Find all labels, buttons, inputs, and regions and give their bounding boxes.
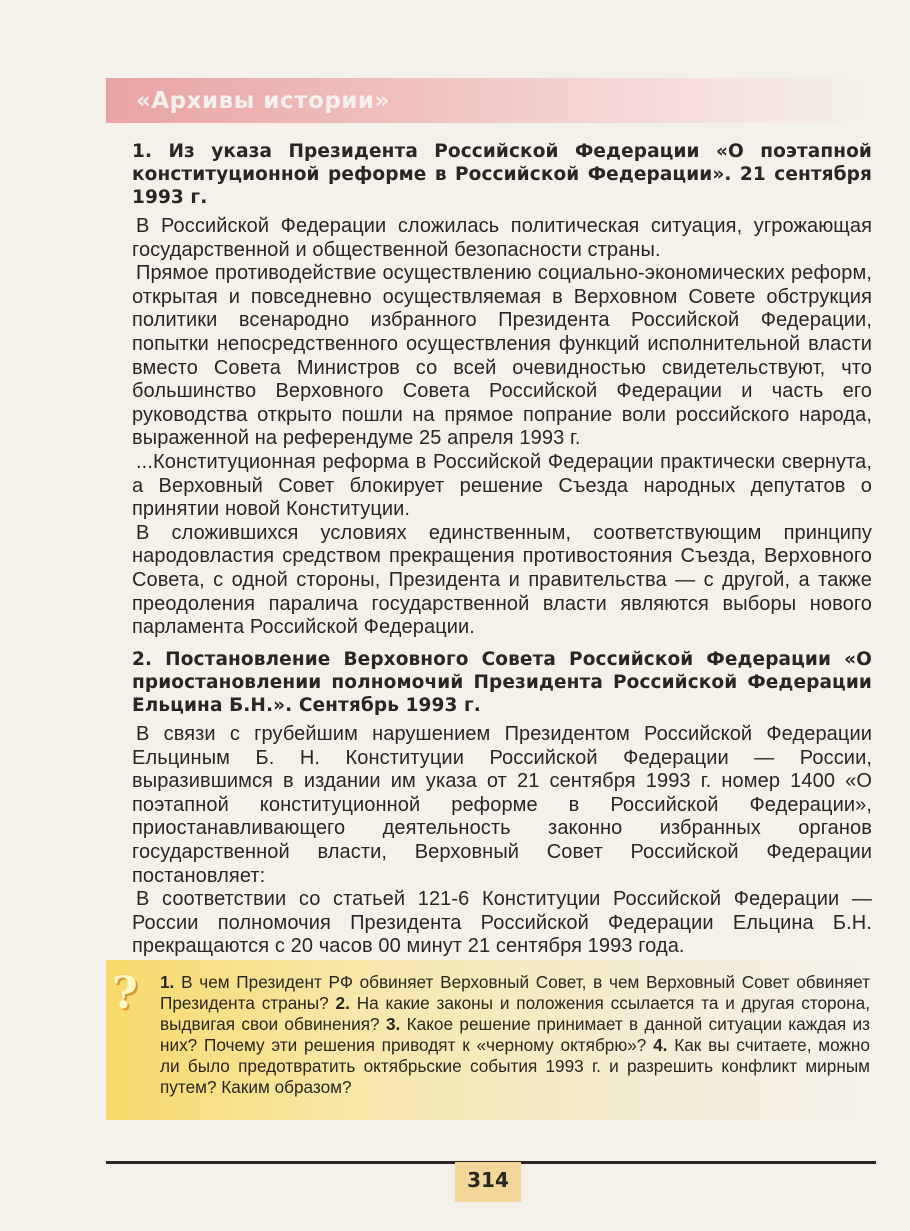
section-banner bbox=[106, 78, 870, 123]
questions-box bbox=[106, 960, 872, 1120]
question-4-text: Как вы считаете, можно ли было предотвратить октябрьские события 1993 г. и разрешить конфликт мирным путем? Каким образом? bbox=[160, 1035, 870, 1097]
page-number: 314 bbox=[467, 1168, 509, 1192]
document-1-paragraph-2: Прямое противодействие осуществлению социально-экономических реформ, открытая и повседневно осуществляемая в Верховном Совете обструкция политики всенародно избранного Президента Российской Федерации, попытки непосредственного осуществления функций исполнительной власти вместо Совета Министров со всей очевидностью свидетельствуют, что большинство Верховного Совета Российской Федерации и часть его руководства открыто пошли на прямое попрание воли российского народа, выраженной на референдуме 25 апреля 1993 г. bbox=[132, 262, 872, 450]
question-1-number: 1. bbox=[160, 972, 175, 992]
section-title: «Архивы истории» bbox=[136, 88, 390, 114]
question-mark-icon: ? bbox=[112, 968, 138, 1019]
document-2-paragraph-1: В связи с грубейшим нарушением Президентом Российской Федерации Ельциным Б. Н. Конституции Российской Федерации — России, выразившимся в издании им указа от 21 сентября 1993 г. номер 1400 «О поэтапной конституционной реформе в Российской Федерации», приостанавливающего деятельность законно избранных органов государственной власти, Верховный Совет Российской Федерации постановляет: bbox=[132, 723, 872, 887]
document-1-paragraph-1: В Российской Федерации сложилась политическая ситуация, угрожающая государственной и общественной безопасности страны. bbox=[132, 215, 872, 261]
question-4-number: 4. bbox=[653, 1035, 668, 1055]
page-number-box bbox=[455, 1162, 521, 1202]
question-1-text: В чем Президент РФ обвиняет Верховный Совет, в чем Верховный Совет обвиняет Президента страны? bbox=[160, 972, 870, 1013]
question-3-text: Какое решение принимает в данной ситуации каждая из них? Почему эти решения приводят к «черному октябрю»? bbox=[160, 1014, 870, 1055]
document-1-paragraph-4: В сложившихся условиях единственным, соответствующим принципу народовластия средством прекращения противостояния Съезда, Верховного Совета, с одной стороны, Президента и правительства — с другой, а также преодоления паралича государственной власти являются выборы нового парламента Российской Федерации. bbox=[132, 521, 872, 639]
document-2 bbox=[132, 648, 872, 959]
question-2-number: 2. bbox=[335, 993, 350, 1013]
question-3-number: 3. bbox=[385, 1014, 401, 1034]
questions-text bbox=[160, 972, 870, 1098]
document-2-paragraph-2: В соответствии со статьей 121-6 Конституции Российской Федерации — России полномочия Президента Российской Федерации Ельцина Б.Н. прекращаются с 20 часов 00 минут 21 сентября 1993 года. bbox=[132, 888, 872, 958]
document-1 bbox=[132, 140, 872, 640]
question-2-text: На какие законы и положения ссылается та и другая сторона, выдвигая свои обвинения? bbox=[160, 993, 871, 1034]
document-1-paragraph-3: ...Конституционная реформа в Российской Федерации практически свернута, а Верховный Совет блокирует решение Съезда народных депутатов о принятии новой Конституции. bbox=[132, 450, 872, 521]
document-2-heading: 2. Постановление Верховного Совета Российской Федерации «О приостановлении полномочий Президента Российской Федерации Ельцина Б.Н.». Сентябрь 1993 г. bbox=[132, 649, 872, 716]
document-1-heading: 1. Из указа Президента Российской Федерации «О поэтапной конституционной реформе в Российской Федерации». 21 сентября 1993 г. bbox=[132, 141, 872, 208]
